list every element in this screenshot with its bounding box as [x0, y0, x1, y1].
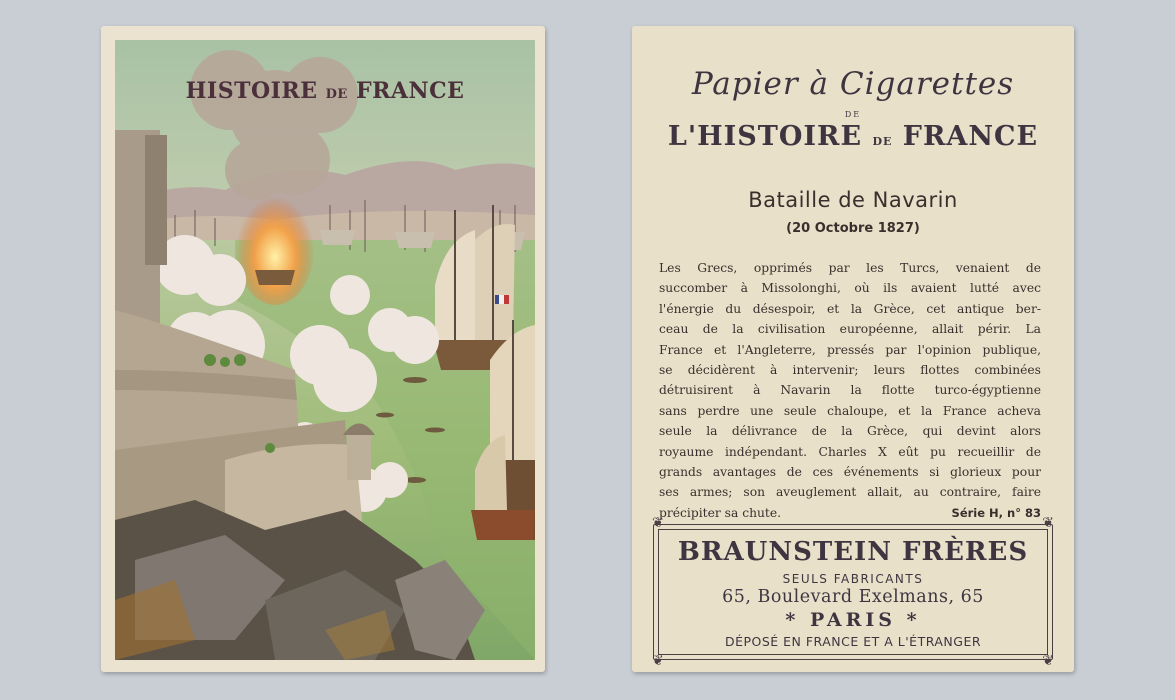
body-last-text: précipiter sa chute.	[659, 505, 782, 520]
depose-notice: DÉPOSÉ EN FRANCE ET A L'ÉTRANGER	[724, 634, 982, 649]
body-line: France et l'Angleterre, pressés par l'opinion publique,	[659, 342, 1041, 357]
corner-ornament-icon: ❦	[652, 515, 664, 531]
back-card	[632, 26, 1074, 672]
body-line: ses armes; son aveuglement allait, au contraire, faire	[659, 485, 1041, 500]
corner-ornament-icon: ❦	[652, 653, 664, 669]
body-line: détruisirent à Navarin la flotte turco-égyptienne	[659, 383, 1041, 398]
body-line: grands avantages de ces événements si glorieux pour	[659, 465, 1041, 480]
fabricants-label: SEULS FABRICANTS	[782, 572, 924, 586]
header-histoire-de: DE	[872, 135, 893, 148]
star-icon: *	[906, 609, 921, 631]
star-icon: *	[785, 609, 800, 631]
body-line: sans perdre une seule chaloupe, et la France acheva	[659, 403, 1041, 418]
body-line: ceau de la civilisation européenne, allait périr. La	[659, 322, 1041, 337]
battle-title: Bataille de Navarin	[748, 188, 958, 212]
header-histoire-b: FRANCE	[902, 121, 1039, 152]
front-card	[101, 26, 545, 672]
body-last-line	[659, 503, 1041, 523]
body-line: l'énergie du désespoir, et la Grèce, cet antique ber-	[659, 301, 1041, 316]
body-line: royaume indépendant. Charles X eût pu recueillir de	[659, 444, 1041, 459]
battle-illustration	[115, 40, 535, 660]
city-name: PARIS	[809, 609, 897, 631]
front-title-main: HISTOIRE	[185, 78, 318, 104]
city	[654, 609, 1052, 631]
battle-date: (20 Octobre 1827)	[786, 221, 920, 236]
series-number: Série H, n° 83	[951, 505, 1041, 520]
header-histoire	[632, 121, 1074, 152]
body-line: se décidèrent à intervenir; leurs flottes combinées	[659, 363, 1041, 378]
front-title	[115, 78, 535, 104]
body-text	[659, 258, 1041, 523]
front-title-de: DE	[325, 87, 348, 102]
body-line: succomber à Missolonghi, où ils avaient lutté avec	[659, 281, 1041, 296]
body-line: Les Grecs, opprimés par les Turcs, venaient de	[659, 261, 1041, 275]
manufacturer-frame	[652, 515, 1054, 669]
body-line: seule la délivrance de la Grèce, qui devint alors	[659, 424, 1041, 439]
address: 65, Boulevard Exelmans, 65	[722, 587, 984, 607]
brand-name: BRAUNSTEIN FRÈRES	[677, 537, 1029, 567]
corner-ornament-icon: ❦	[1042, 515, 1054, 531]
front-title-end: FRANCE	[356, 78, 465, 104]
header-histoire-a: L'HISTOIRE	[667, 121, 863, 152]
header-de: DE	[844, 110, 862, 119]
corner-ornament-icon: ❦	[1042, 653, 1054, 669]
header-papier: Papier à Cigarettes	[691, 66, 1015, 102]
